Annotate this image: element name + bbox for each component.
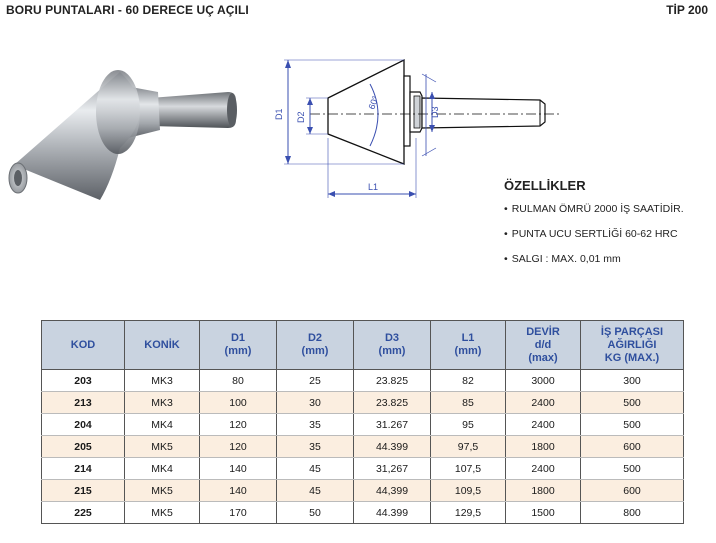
d3-label: D3 <box>430 106 440 118</box>
feature-item: • RULMAN ÖMRÜ 2000 İŞ SAATİDİR. <box>504 203 684 215</box>
cell-devir: 1500 <box>506 502 581 524</box>
cell-konik: MK4 <box>125 414 200 436</box>
table-row <box>42 480 684 502</box>
d1-label: D1 <box>274 108 284 120</box>
cell-d1: 100 <box>200 392 277 414</box>
spec-table <box>41 320 684 524</box>
col-header-konik: KONİK <box>125 321 200 370</box>
cell-d1: 120 <box>200 436 277 458</box>
angle-label: 60° <box>366 94 381 111</box>
cell-d2: 35 <box>277 436 354 458</box>
cell-l1: 82 <box>431 370 506 392</box>
features-title: ÖZELLİKLER <box>504 178 586 193</box>
cell-kod: 203 <box>42 370 125 392</box>
cell-konik: MK4 <box>125 458 200 480</box>
cell-devir: 2400 <box>506 458 581 480</box>
cell-konik: MK3 <box>125 370 200 392</box>
cell-weight: 500 <box>581 414 684 436</box>
cell-d2: 45 <box>277 480 354 502</box>
cell-l1: 95 <box>431 414 506 436</box>
cell-kod: 214 <box>42 458 125 480</box>
cell-d3: 44.399 <box>354 502 431 524</box>
cell-weight: 800 <box>581 502 684 524</box>
col-header-d2: D2 (mm) <box>277 321 354 370</box>
feature-item: • SALGI : MAX. 0,01 mm <box>504 253 621 265</box>
cell-weight: 300 <box>581 370 684 392</box>
l1-label: L1 <box>368 182 379 192</box>
col-header-devir: DEVİR d/d (max) <box>506 321 581 370</box>
cell-d1: 140 <box>200 480 277 502</box>
cell-konik: MK5 <box>125 480 200 502</box>
cell-d3: 44,399 <box>354 480 431 502</box>
cell-d1: 80 <box>200 370 277 392</box>
cell-l1: 129,5 <box>431 502 506 524</box>
table-row <box>42 414 684 436</box>
cell-weight: 500 <box>581 392 684 414</box>
table-header-row <box>42 321 684 370</box>
cell-l1: 109,5 <box>431 480 506 502</box>
cell-kod: 205 <box>42 436 125 458</box>
cell-d3: 23.825 <box>354 392 431 414</box>
feature-text: RULMAN ÖMRÜ 2000 İŞ SAATİDİR. <box>511 203 684 215</box>
d2-label: D2 <box>296 111 306 123</box>
cell-d2: 30 <box>277 392 354 414</box>
cell-konik: MK5 <box>125 502 200 524</box>
feature-text: PUNTA UCU SERTLİĞİ 60-62 HRC <box>511 228 678 240</box>
cell-d3: 31,267 <box>354 458 431 480</box>
cell-l1: 85 <box>431 392 506 414</box>
cell-kod: 204 <box>42 414 125 436</box>
cell-weight: 600 <box>581 480 684 502</box>
cell-devir: 2400 <box>506 414 581 436</box>
table-row <box>42 502 684 524</box>
features-section <box>504 178 684 278</box>
table-row <box>42 436 684 458</box>
table-row <box>42 458 684 480</box>
cell-l1: 97,5 <box>431 436 506 458</box>
cell-d1: 170 <box>200 502 277 524</box>
cell-kod: 225 <box>42 502 125 524</box>
cell-d2: 50 <box>277 502 354 524</box>
col-header-d1: D1 (mm) <box>200 321 277 370</box>
col-header-l1: L1 (mm) <box>431 321 506 370</box>
cell-d2: 25 <box>277 370 354 392</box>
cell-devir: 3000 <box>506 370 581 392</box>
cell-d2: 45 <box>277 458 354 480</box>
cell-devir: 1800 <box>506 480 581 502</box>
cell-devir: 1800 <box>506 436 581 458</box>
page-title: BORU PUNTALARI - 60 DERECE UÇ AÇILI <box>6 3 249 17</box>
cell-d3: 31.267 <box>354 414 431 436</box>
cell-weight: 600 <box>581 436 684 458</box>
cell-kod: 215 <box>42 480 125 502</box>
col-header-d3: D3 (mm) <box>354 321 431 370</box>
cell-d1: 140 <box>200 458 277 480</box>
cell-l1: 107,5 <box>431 458 506 480</box>
type-label: TİP 200 <box>666 3 708 17</box>
cell-d2: 35 <box>277 414 354 436</box>
feature-item: • PUNTA UCU SERTLİĞİ 60-62 HRC <box>504 228 678 240</box>
cell-konik: MK3 <box>125 392 200 414</box>
product-photo <box>0 40 250 210</box>
cell-konik: MK5 <box>125 436 200 458</box>
col-header-kod: KOD <box>42 321 125 370</box>
col-header-is-parcasi: İŞ PARÇASI AĞIRLIĞI KG (MAX.) <box>581 321 684 370</box>
table-row <box>42 370 684 392</box>
table-row <box>42 392 684 414</box>
cell-weight: 500 <box>581 458 684 480</box>
cell-d3: 44.399 <box>354 436 431 458</box>
cell-d1: 120 <box>200 414 277 436</box>
cell-d3: 23.825 <box>354 370 431 392</box>
cell-kod: 213 <box>42 392 125 414</box>
cell-devir: 2400 <box>506 392 581 414</box>
feature-text: SALGI : MAX. 0,01 mm <box>511 253 621 265</box>
